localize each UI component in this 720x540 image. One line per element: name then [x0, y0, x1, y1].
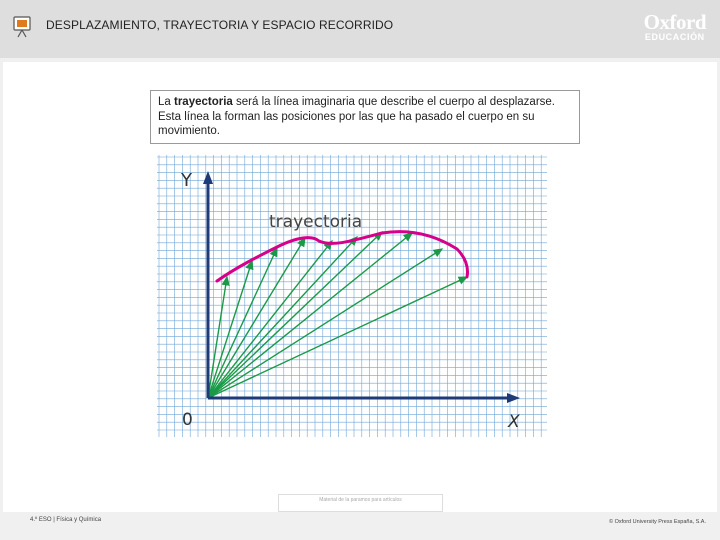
header-bar [0, 0, 720, 58]
definition-post: será la línea imaginaria que describe el cuerpo al desplazarse. Esta línea la forman las posiciones por las que ha pasado el cuerpo en su movimiento. [158, 96, 555, 137]
logo-main-text: Oxford [643, 10, 706, 34]
logo-sub-text: EDUCACIÓN [644, 32, 705, 42]
definition-pre: La [158, 96, 174, 108]
image-caption: Material de la paramos para artículos [278, 494, 443, 512]
trajectory-figure [157, 155, 547, 437]
presentation-icon [12, 16, 32, 38]
footer-copyright: © Oxford University Press España, S.A. [609, 519, 706, 525]
definition-textbox [150, 90, 580, 144]
y-axis-label: Y [181, 170, 192, 191]
oxford-logo [644, 12, 706, 42]
trajectory-label: trayectoria [269, 212, 363, 232]
page-title: DESPLAZAMIENTO, TRAYECTORIA Y ESPACIO RECORRIDO [46, 18, 394, 32]
x-axis-label: X [508, 412, 520, 432]
footer-course: 4.º ESO | Física y Química [30, 517, 102, 523]
origin-label: 0 [182, 410, 193, 430]
definition-keyword: trayectoria [174, 96, 233, 108]
